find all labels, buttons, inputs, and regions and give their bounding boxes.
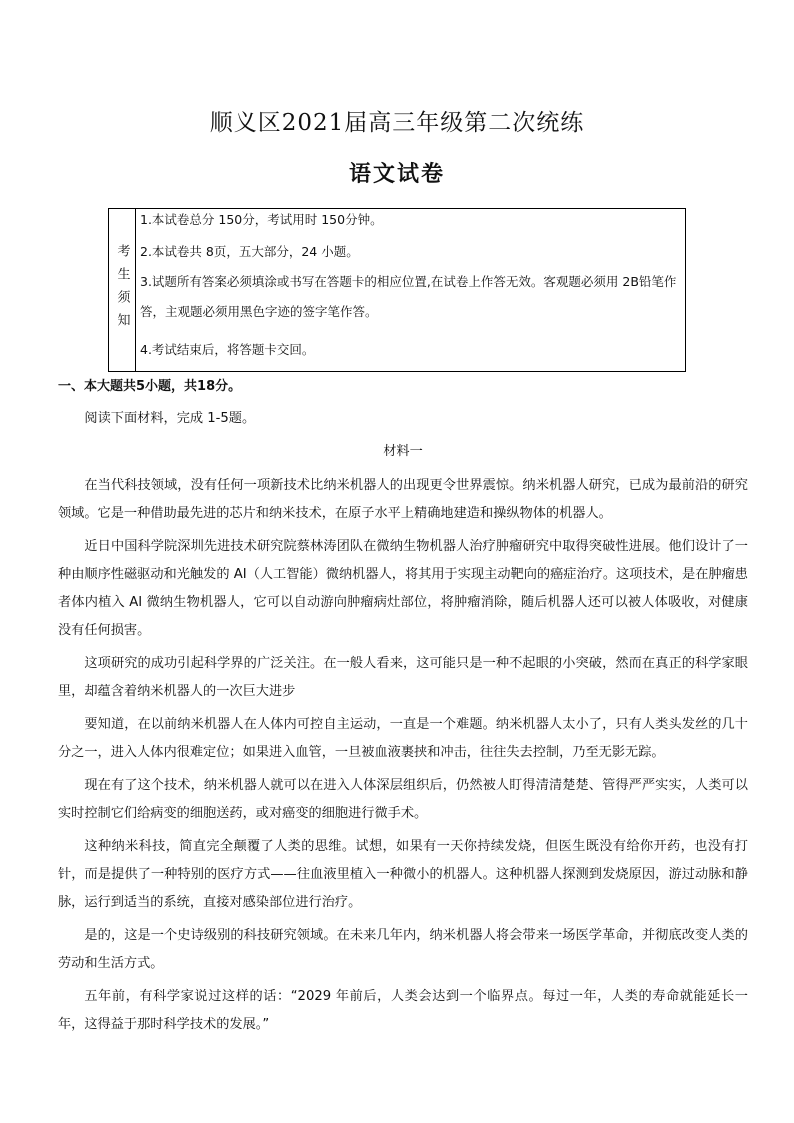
section-heading: 一、本大题共5小题，共18分。 — [58, 379, 242, 394]
paragraph: 这种纳米科技，简直完全颠覆了人类的思维。试想，如果有一天你持续发烧，但医生既没有给你开药，也没有打针，而是提供了一种特别的医疗方式——往血液里植入一种微小的机器人。这种机器人探测到发烧原因，游过动脉和静脉，运行到适当的系统，直接对感染部位进行治疗。 — [58, 839, 748, 910]
notice-item-3: 3.试题所有答案必须填涂或书写在答题卡的相应位置,在试卷上作答无效。客观题必须用 2B铅笔作答，主观题必须用黑色字迹的签字笔作答。 — [140, 274, 677, 319]
notice-item-2: 2.本试卷共 8页，五大部分，24 小题。 — [140, 244, 359, 259]
paragraph: 现在有了这个技术，纳米机器人就可以在进入人体深层组织后，仍然被人盯得清清楚楚、管得严严实实，人类可以实时控制它们给病变的细胞送药，或对癌变的细胞进行微手术。 — [58, 778, 748, 821]
paragraph: 五年前，有科学家说过这样的话：“2029 年前后，人类会达到一个临界点。每过一年，人类的寿命就能延长一年，这得益于那时科学技术的发展。” — [58, 989, 748, 1032]
notice-label-cell — [109, 209, 136, 371]
notice-items — [136, 209, 685, 371]
reading-content — [58, 405, 748, 1044]
exam-title: 顺义区2021届高三年级第二次统练 — [209, 110, 585, 136]
paragraph: 在当代科技领域，没有任何一项新技术比纳米机器人的出现更令世界震惊。纳米机器人研究，已成为最前沿的研究领域。它是一种借助最先进的芯片和纳米技术，在原子水平上精确地建造和操纵物体的机器人。 — [58, 478, 748, 521]
notice-label: 考生须知 — [114, 244, 130, 336]
notice-item-4: 4.考试结束后，将答题卡交回。 — [140, 342, 315, 357]
exam-subtitle: 语文试卷 — [348, 161, 445, 187]
candidate-notice-box — [108, 208, 686, 372]
material-label: 材料一 — [383, 444, 423, 459]
reading-instruction: 阅读下面材料，完成 1-5题。 — [84, 411, 256, 426]
paragraph: 近日中国科学院深圳先进技术研究院蔡林涛团队在微纳生物机器人治疗肿瘤研究中取得突破性进展。他们设计了一种由顺序性磁驱动和光触发的 AI（人工智能）微纳机器人，将其用于实现主动靶向的癌症治疗。这项技术，是在肿瘤患者体内植入 AI 微纳生物机器人，它可以自动游向肿瘤病灶部位，将肿瘤消除，随后机器人还可以被人体吸收，对健康没有任何损害。 — [58, 539, 748, 638]
paragraph: 是的，这是一个史诗级别的科技研究领域。在未来几年内，纳米机器人将会带来一场医学革命，并彻底改变人类的劳动和生活方式。 — [58, 928, 748, 971]
paragraph: 这项研究的成功引起科学界的广泛关注。在一般人看来，这可能只是一种不起眼的小突破，然而在真正的科学家眼里，却蕴含着纳米机器人的一次巨大进步 — [58, 656, 748, 699]
notice-item-1: 1.本试卷总分 150分，考试用时 150分钟。 — [140, 212, 383, 227]
paragraph: 要知道，在以前纳米机器人在人体内可控自主运动，一直是一个难题。纳米机器人太小了，只有人类头发丝的几十分之一，进入人体内很难定位；如果进入血管，一旦被血液裹挟和冲击，往往失去控制，乃至无影无踪。 — [58, 717, 748, 760]
